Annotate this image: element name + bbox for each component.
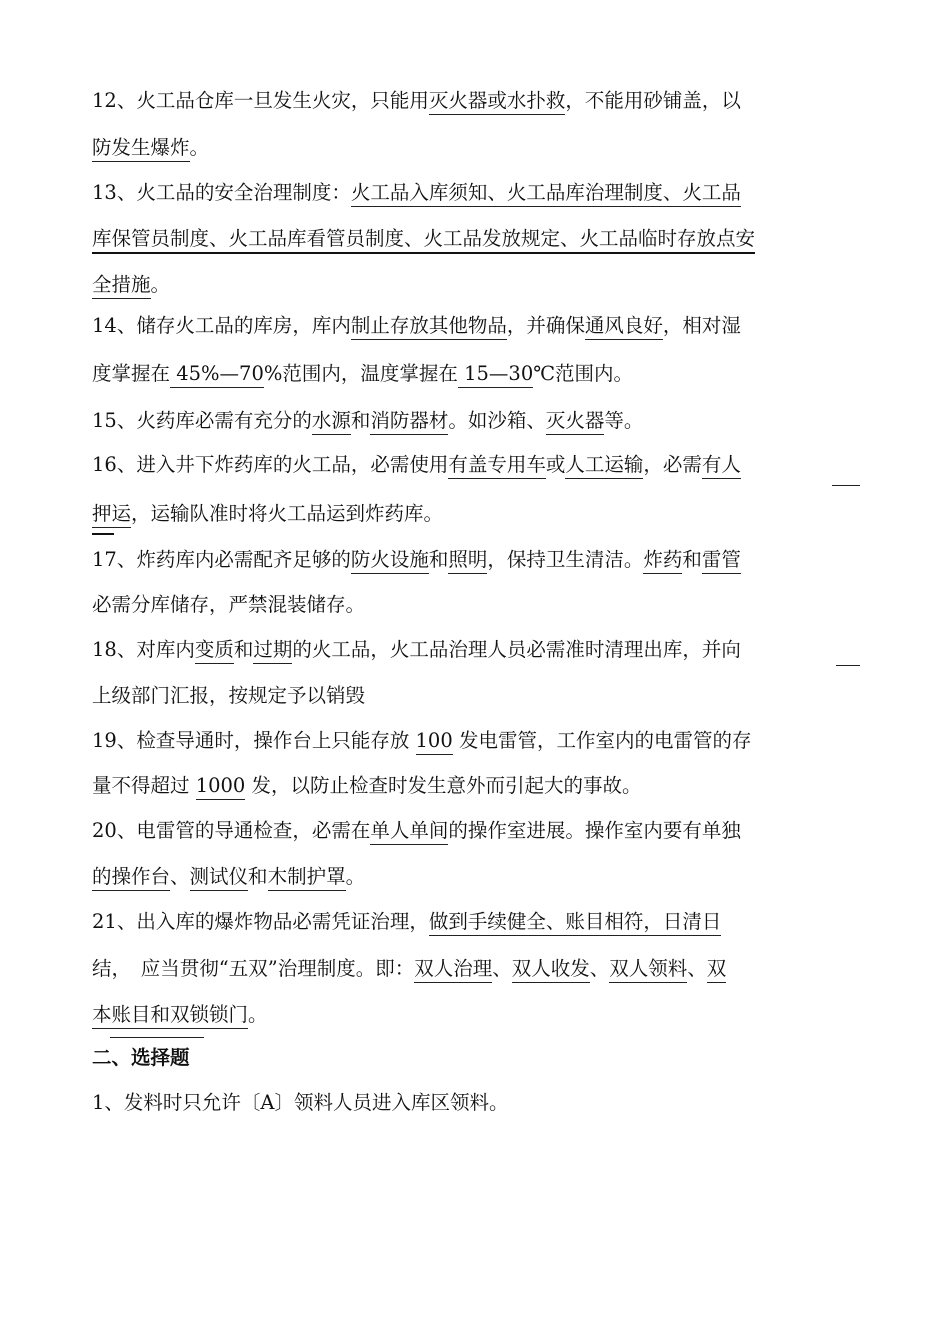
answer-blank: 有盖专用车 bbox=[448, 453, 546, 479]
text-run: 18、对库内 bbox=[92, 638, 195, 661]
text-run: 17、炸药库内必需配齐足够的 bbox=[92, 548, 351, 571]
text-run: 14、储存火工品的库房，库内 bbox=[92, 314, 351, 337]
text-run: 。如沙箱、 bbox=[448, 409, 546, 432]
item-q18-line-1 bbox=[92, 627, 862, 673]
answer-blank: 做到手续健全、账目相符，日清日 bbox=[429, 910, 722, 936]
text-run: 19、检查导通时，操作台上只能存放 bbox=[92, 729, 416, 752]
item-q19-line-2 bbox=[92, 763, 862, 809]
answer-blank: 人工运输 bbox=[565, 453, 643, 479]
answer-blank: 双 bbox=[707, 957, 727, 983]
text-run: 度掌握在 bbox=[92, 362, 171, 385]
answer-blank: 防火设施 bbox=[351, 548, 429, 574]
answer-blank: 押运 bbox=[92, 502, 131, 528]
blank-underline bbox=[832, 485, 860, 486]
text-run: 和 bbox=[248, 865, 268, 888]
text-run: 的火工品，火工品治理人员必需准时清理出库，并向 bbox=[292, 638, 741, 661]
text-run: 20、电雷管的导通检查，必需在 bbox=[92, 819, 371, 842]
text-run: 和 bbox=[428, 548, 449, 571]
item-q13-line-2 bbox=[92, 216, 862, 262]
text-run: ℃范围内。 bbox=[533, 362, 634, 385]
answer-blank: 全措施 bbox=[92, 273, 151, 299]
answer-blank: 本账目和双锁锁门 bbox=[92, 1003, 248, 1029]
item-q17-line-1 bbox=[92, 537, 862, 583]
answer-blank: 木制护罩 bbox=[268, 865, 346, 891]
answer-blank: 灭火器 bbox=[546, 409, 605, 435]
answer-blank: 双人收发 bbox=[512, 957, 590, 983]
section-heading-section-2-line-1 bbox=[92, 1035, 862, 1081]
item-q19-line-1 bbox=[92, 718, 862, 764]
answer-blank: 的操作台 bbox=[92, 865, 170, 891]
item-q21-line-3 bbox=[92, 992, 862, 1038]
text-run: ，保持卫生清洁。 bbox=[487, 548, 644, 571]
text-run: 或 bbox=[545, 453, 566, 476]
answer-blank: 制止存放其他物品 bbox=[351, 314, 507, 340]
answer-blank: 火工品入库须知、火工品库治理制度、火工品 bbox=[351, 181, 741, 207]
text-run: 量不得超过 bbox=[92, 774, 196, 797]
text-run: 。 bbox=[248, 1003, 268, 1026]
text-run: 上级部门汇报，按规定予以销毁 bbox=[92, 684, 366, 707]
text-run: 的操作室进展。操作室内要有单独 bbox=[448, 819, 741, 842]
answer-blank: 消防器材 bbox=[370, 409, 448, 435]
answer-blank: 双人领料 bbox=[609, 957, 687, 983]
answer-blank: 1000 bbox=[196, 774, 246, 800]
answer-blank: 炸药 bbox=[643, 548, 682, 574]
text-run: 和 bbox=[233, 638, 254, 661]
item-q21-line-1 bbox=[92, 899, 862, 945]
text-run: 12、火工品仓库一旦发生火灾，只能用 bbox=[92, 89, 429, 112]
answer-blank: 灭火器或水扑救 bbox=[429, 89, 566, 115]
item-q16-line-2 bbox=[92, 491, 862, 537]
text-run: 16、进入井下炸药库的火工品，必需使用 bbox=[92, 453, 449, 476]
answer-blank: 15—30 bbox=[458, 362, 533, 388]
item-q12-line-2 bbox=[92, 125, 862, 171]
item-q18-line-2 bbox=[92, 673, 862, 719]
item-q15-line-1 bbox=[92, 398, 862, 444]
answer-blank: 过期 bbox=[253, 638, 292, 664]
answer-blank: 雷管 bbox=[702, 548, 741, 574]
answer-blank: 单人单间 bbox=[370, 819, 448, 845]
answer-blank: 45%—70 bbox=[170, 362, 264, 388]
text-run: 和 bbox=[682, 548, 702, 571]
item-q13-line-1 bbox=[92, 170, 862, 216]
item-q12-line-1 bbox=[92, 78, 862, 124]
text-run: 15、火药库必需有充分的 bbox=[92, 409, 312, 432]
item-q20-line-1 bbox=[92, 808, 862, 854]
text-run: 发电雷管，工作室内的电雷管的存 bbox=[452, 729, 752, 752]
text-run: 二、选择题 bbox=[92, 1046, 190, 1069]
text-run: 。 bbox=[345, 865, 366, 888]
text-run: 。 bbox=[150, 273, 171, 296]
text-run: ，运输队准时将火工品运到炸药库。 bbox=[131, 502, 444, 525]
item-q17-line-2 bbox=[92, 582, 862, 628]
text-run: 和 bbox=[350, 409, 371, 432]
text-run: 结， 应当贯彻“五双”治理制度。即： bbox=[92, 957, 415, 980]
answer-blank: 变质 bbox=[195, 638, 234, 664]
text-run: 、 bbox=[589, 957, 610, 980]
blank-underline bbox=[110, 1037, 204, 1038]
text-run: ，不能用砂铺盖，以 bbox=[565, 89, 741, 112]
answer-blank: 通风良好 bbox=[585, 314, 663, 340]
item-q14-line-1 bbox=[92, 303, 862, 349]
item-choice-1-line-1 bbox=[92, 1080, 862, 1126]
text-run: ，必需 bbox=[643, 453, 702, 476]
answer-blank: 100 bbox=[416, 729, 453, 755]
text-run: 、 bbox=[170, 865, 190, 888]
text-run: %范围内，温度掌握在 bbox=[263, 362, 458, 385]
answer-blank: 防发生爆炸 bbox=[92, 136, 190, 162]
item-q16-line-1 bbox=[92, 442, 862, 488]
text-run: 、 bbox=[687, 957, 707, 980]
answer-blank: 照明 bbox=[448, 548, 487, 574]
text-run: 。 bbox=[189, 136, 210, 159]
answer-blank: 水源 bbox=[312, 409, 351, 435]
answer-blank: 库保管员制度、火工品库看管员制度、火工品发放规定、火工品临时存放点安 bbox=[92, 227, 755, 254]
text-run: 必需分库储存，严禁混装储存。 bbox=[92, 593, 366, 616]
text-run: 、 bbox=[492, 957, 512, 980]
text-run: 1、发料时只允许〔A〕领料人员进入库区领料。 bbox=[92, 1091, 509, 1114]
answer-blank: 有人 bbox=[702, 453, 741, 479]
text-run: ，相对湿 bbox=[662, 314, 741, 337]
answer-blank: 测试仪 bbox=[190, 865, 249, 891]
item-q21-line-2 bbox=[92, 946, 862, 992]
blank-underline bbox=[836, 665, 860, 666]
item-q13-line-3 bbox=[92, 262, 862, 308]
text-run: 13、火工品的安全治理制度： bbox=[92, 181, 351, 204]
text-run: 21、出入库的爆炸物品必需凭证治理， bbox=[92, 910, 429, 933]
text-run: 发，以防止检查时发生意外而引起大的事故。 bbox=[245, 774, 642, 797]
item-q14-line-2 bbox=[92, 351, 862, 397]
text-run: ，并确保 bbox=[506, 314, 585, 337]
item-q20-line-2 bbox=[92, 854, 862, 900]
answer-blank: 双人治理 bbox=[414, 957, 492, 983]
text-run: 等。 bbox=[604, 409, 644, 432]
blank-underline bbox=[92, 533, 114, 535]
